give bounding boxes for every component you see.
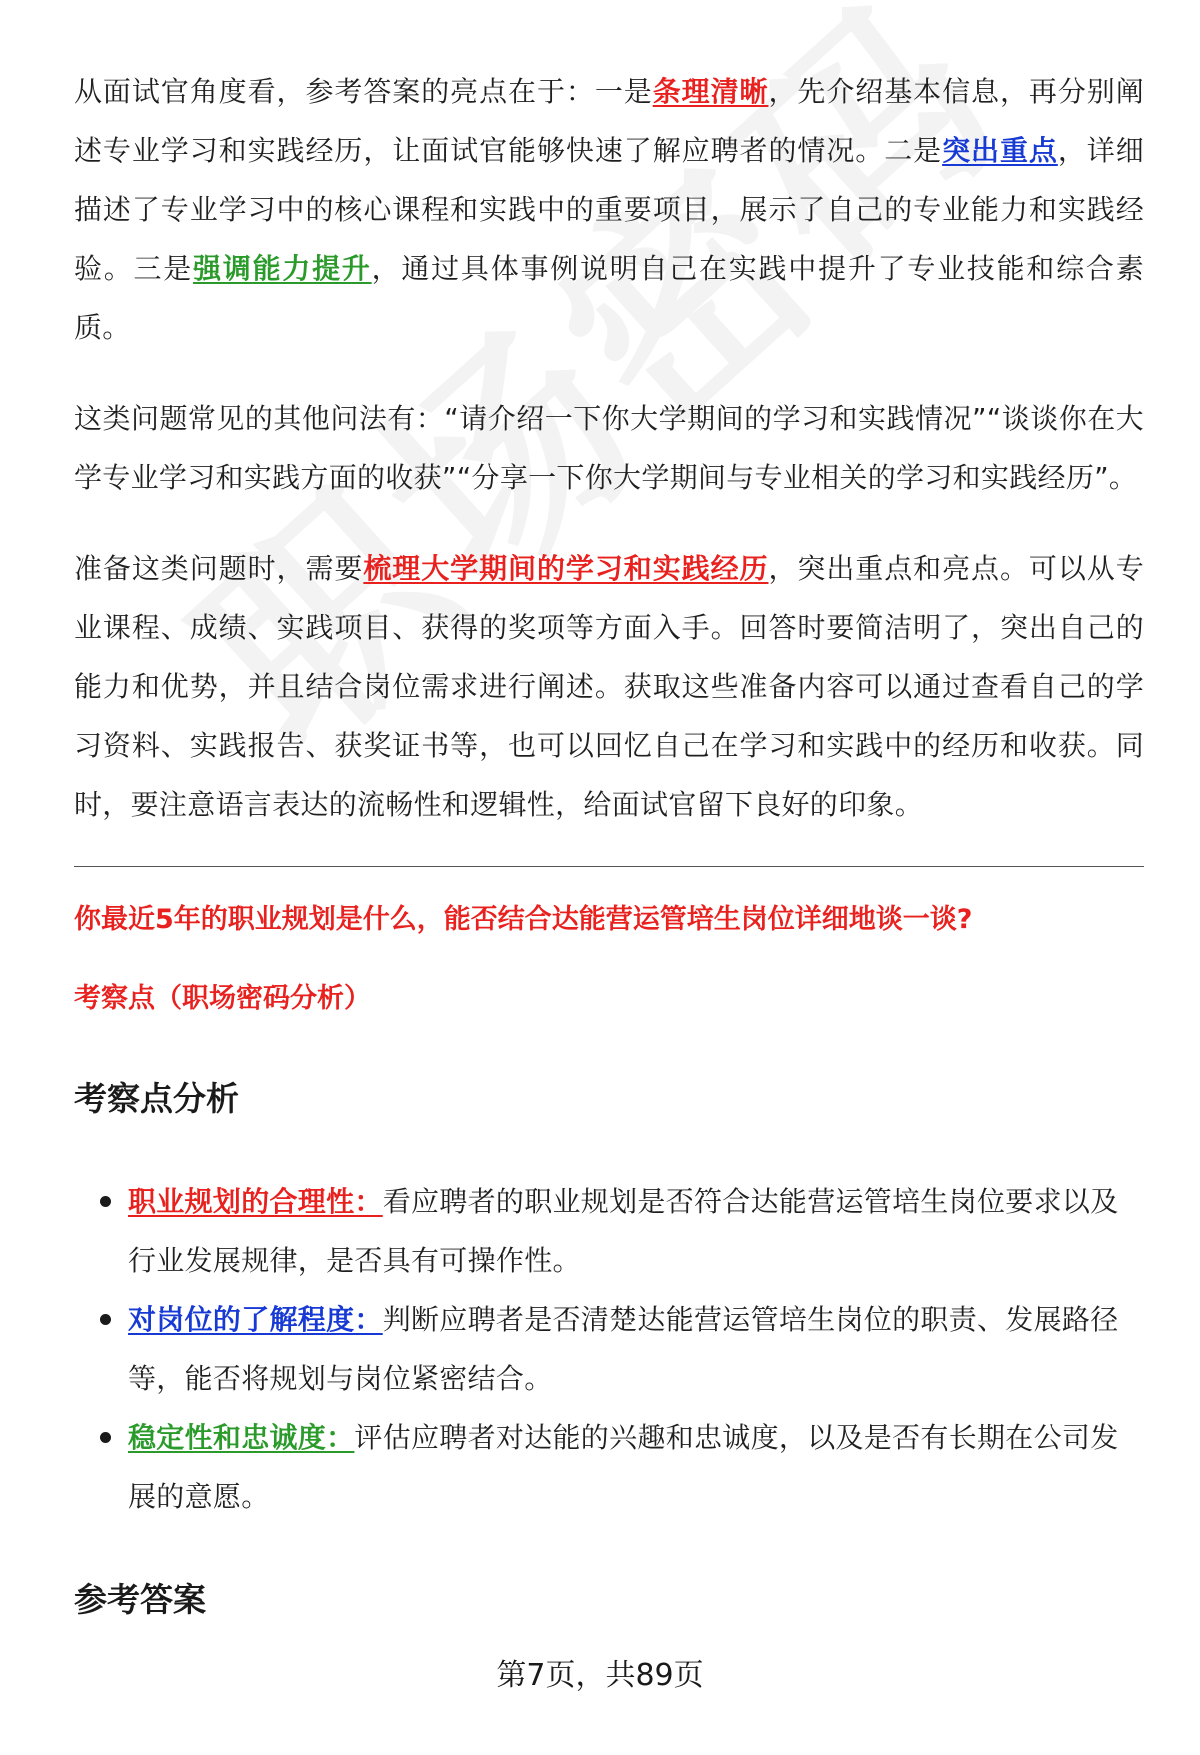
- bullet-text: 看应聘者的职业规划是否符合达能营运管培生岗位要求以及行业发展规律，是否具有可操作性。: [128, 1185, 1119, 1277]
- text: 准备这类问题时，需要: [74, 552, 364, 585]
- assessment-points-list: [74, 1172, 1144, 1526]
- section-title-reference-answer: 参考答案: [74, 1580, 206, 1619]
- paragraph-highlights: [74, 62, 1144, 357]
- list-item: [74, 1290, 1144, 1408]
- page-number: 第7页，共89页: [496, 1658, 704, 1693]
- text: ，突出重点和亮点。可以从专业课程、成绩、实践项目、获得的奖项等方面入手。回答时要简洁明了，突出自己的能力和优势，并且结合岗位需求进行阐述。获取这些准备内容可以通过查看自己的学习资料、实践报告、获奖证书等，也可以回忆自己在学习和实践中的经历和收获。同时，要注意语言表达的流畅性和逻辑性，给面试官留下良好的印象。: [74, 552, 1144, 821]
- bullet-dot-icon: [100, 1432, 111, 1443]
- bullet-label: 对岗位的了解程度：: [128, 1303, 383, 1336]
- text: 从面试官角度看，参考答案的亮点在于：一是: [74, 75, 653, 108]
- document-body: [74, 62, 1144, 1621]
- text: ，详细描述了专业学习中的核心课程和实践中的重要项目，展示了自己的专业能力和实践经验。三是: [74, 134, 1144, 285]
- list-item: [74, 1172, 1144, 1290]
- assessment-subheading: 考察点（职场密码分析）: [74, 983, 371, 1014]
- highlight-key-points: 突出重点: [942, 134, 1058, 167]
- paragraph-preparation: [74, 539, 1144, 834]
- bullet-label: 职业规划的合理性：: [128, 1185, 383, 1218]
- text: ，通过具体事例说明自己在实践中提升了专业技能和综合素质。: [74, 252, 1144, 344]
- bullet-dot-icon: [100, 1314, 111, 1325]
- section-divider: [74, 866, 1144, 867]
- highlight-ability-growth: 强调能力提升: [193, 252, 372, 285]
- paragraph-alternative-questions: 这类问题常见的其他问法有：“请介绍一下你大学期间的学习和实践情况”“谈谈你在大学专业学习和实践方面的收获”“分享一下你大学期间与专业相关的学习和实践经历”。: [74, 402, 1144, 494]
- bullet-text: 判断应聘者是否清楚达能营运管培生岗位的职责、发展路径等，能否将规划与岗位紧密结合。: [128, 1303, 1119, 1395]
- interview-question: 你最近5年的职业规划是什么，能否结合达能营运管培生岗位详细地谈一谈?: [74, 904, 973, 935]
- highlight-review-experience: 梳理大学期间的学习和实践经历: [363, 552, 769, 585]
- highlight-clear-structure: 条理清晰: [652, 75, 769, 108]
- section-title-analysis: 考察点分析: [74, 1079, 239, 1118]
- bullet-dot-icon: [100, 1196, 111, 1207]
- list-item: [74, 1408, 1144, 1526]
- bullet-text: 评估应聘者对达能的兴趣和忠诚度，以及是否有长期在公司发展的意愿。: [128, 1421, 1119, 1513]
- text: ，先介绍基本信息，再分别阐述专业学习和实践经历，让面试官能够快速了解应聘者的情况。二是: [74, 75, 1144, 167]
- bullet-label: 稳定性和忠诚度：: [128, 1421, 355, 1454]
